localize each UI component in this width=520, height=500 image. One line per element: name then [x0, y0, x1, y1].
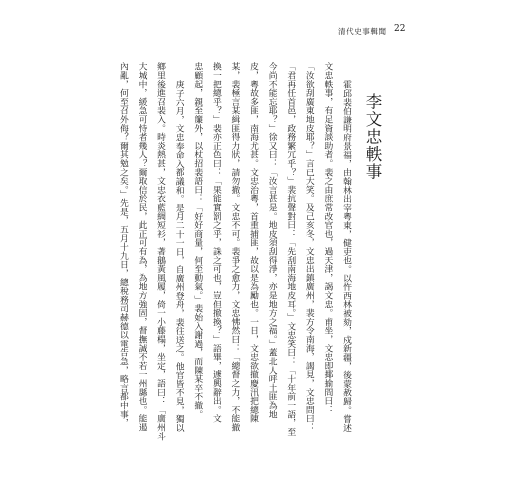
- text-column: 皮，粵故多匪，南海尤甚。文忠治粵，首重捕匪，故以是為勵也。一日，文忠欲撤慶汛把總陳: [248, 62, 259, 423]
- running-head: [334, 24, 410, 38]
- text-column: 換一把總乎？」裴亦正色曰：「果能實罰之乎，誅之可也，豈但撤換？」語畢，遽興辭出。文: [210, 62, 221, 423]
- text-column: 今尚不能忘耶？」徐又曰：「汝言甚是。地皮須刮得淨，亦是地方之福。」蓋北人呼土匪為地: [266, 62, 277, 419]
- text-column: 內亂，何至召外侮？爾其勉之矣。」先是，五月十九日，總稅務司赫德以電告急，略言都中事，: [117, 62, 128, 428]
- running-head-book-title: 清代史事輯聞: [338, 27, 387, 36]
- article-title: 李文忠軼事: [363, 93, 382, 181]
- text-column: 大城中，緩急可恃者幾人？爾取信於民，此正可有為，為地方強固，督撫誠不若一州縣也。能遏: [136, 62, 147, 432]
- page-number: 22: [394, 24, 406, 34]
- text-column: 「君再任首邑，政務繁冗乎？」裴抗聲對曰：「先刮南海地皮耳。」文忠笑曰：「十年前一語，至: [285, 62, 296, 436]
- article-body: [113, 62, 355, 446]
- text-column: 某，裴極言某緝匪得力狀，請勿撤。文忠不可。裴爭之愈力，文忠怫然曰：「總督之力，不能撤: [229, 62, 240, 432]
- text-column: 「汝欲刮廣東地皮耶？」言已大笑。及己亥冬，文忠出鎮廣州，裴方令南海，謁見，文忠問曰：: [303, 62, 314, 432]
- text-column: 霍邱裴伯謙明府景福，由翰林出宰粵東，健吏也。以忤西林被劾，戍新疆，後蒙赦歸。嘗述: [341, 79, 351, 432]
- text-column: 忠顧起，親至簾外，以杖招裴語曰：「好好商量，何至動氣。」裴始入謝過，而陳某卒不撤。: [192, 62, 203, 419]
- text-column: 庚子六月，文忠奉命入都議和。是月二十一日，自廣州登舟，裴往送之。他官皆不見，獨以: [173, 79, 184, 432]
- text-column: 鄉里後進召裴入。時炎熱甚，文忠衣藍綢短衫，著鵝黃風履，倚一小藤榻，坐定，語曰：「廣州斗: [155, 62, 166, 441]
- text-column: 文忠軼事，有足資談助者。裴之由庶常改官也，過天津，謁文忠。甫坐，文忠即揶揄問曰：: [322, 62, 333, 414]
